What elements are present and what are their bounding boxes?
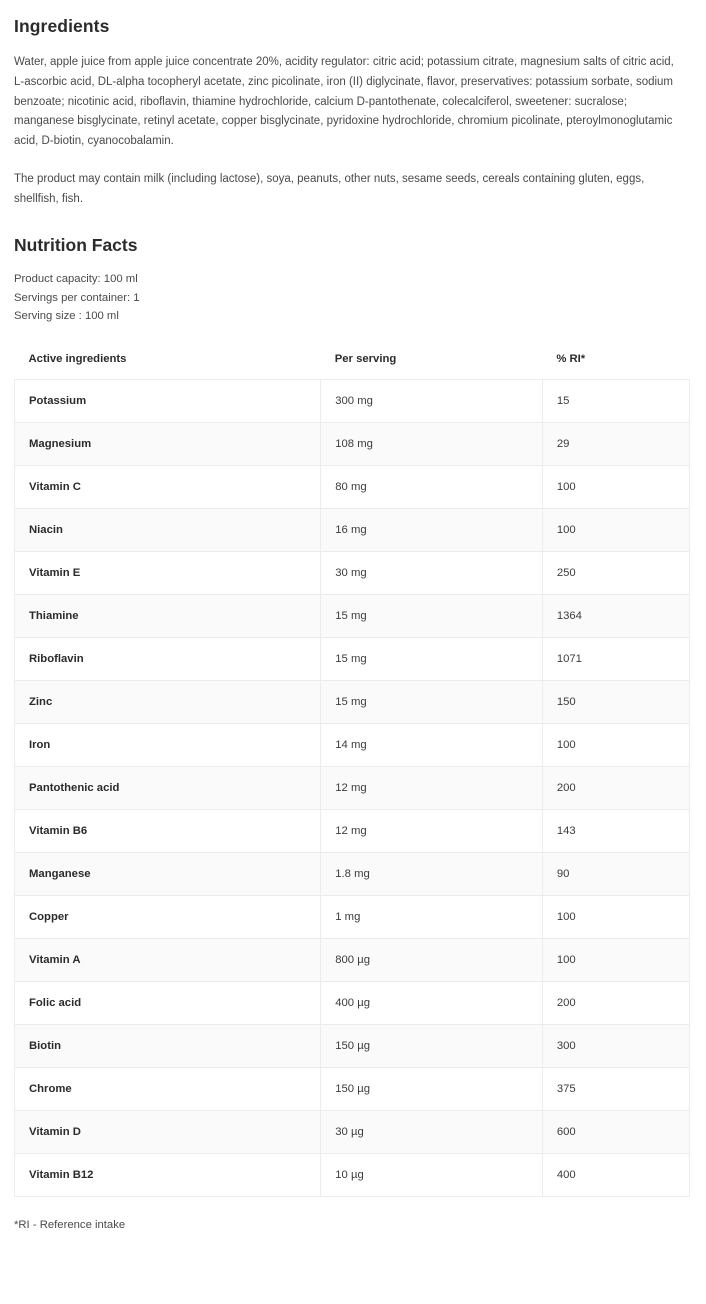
column-header-per-serving: Per serving [321, 343, 543, 380]
cell-ri-percent: 29 [542, 423, 689, 466]
reference-intake-footnote: *RI - Reference intake [14, 1219, 126, 1232]
cell-ingredient-name: Potassium [15, 380, 321, 423]
table-row [15, 423, 690, 466]
table-row [15, 810, 690, 853]
cell-ingredient-name: Vitamin B6 [15, 810, 321, 853]
table-row [15, 595, 690, 638]
ingredients-heading: Ingredients [14, 16, 110, 36]
cell-ingredient-name: Vitamin A [15, 939, 321, 982]
cell-per-serving: 1.8 mg [321, 853, 543, 896]
cell-per-serving: 300 mg [321, 380, 543, 423]
cell-ingredient-name: Magnesium [15, 423, 321, 466]
table-row [15, 982, 690, 1025]
cell-ingredient-name: Iron [15, 724, 321, 767]
cell-ri-percent: 1071 [542, 638, 689, 681]
table-row [15, 939, 690, 982]
cell-ingredient-name: Riboflavin [15, 638, 321, 681]
bottom-spacer [14, 1231, 692, 1257]
table-row [15, 509, 690, 552]
table-row [15, 896, 690, 939]
cell-per-serving: 12 mg [321, 767, 543, 810]
cell-ingredient-name: Vitamin D [15, 1111, 321, 1154]
table-row [15, 1025, 690, 1068]
cell-per-serving: 12 mg [321, 810, 543, 853]
cell-ri-percent: 600 [542, 1111, 689, 1154]
table-row [15, 1068, 690, 1111]
cell-per-serving: 16 mg [321, 509, 543, 552]
table-row [15, 724, 690, 767]
cell-ri-percent: 250 [542, 552, 689, 595]
cell-ingredient-name: Thiamine [15, 595, 321, 638]
table-row [15, 380, 690, 423]
cell-ingredient-name: Vitamin C [15, 466, 321, 509]
cell-ingredient-name: Biotin [15, 1025, 321, 1068]
cell-ingredient-name: Zinc [15, 681, 321, 724]
table-row [15, 1154, 690, 1197]
table-body [15, 380, 690, 1197]
column-header-ri: % RI* [542, 343, 689, 380]
cell-ri-percent: 15 [542, 380, 689, 423]
cell-ingredient-name: Chrome [15, 1068, 321, 1111]
cell-per-serving: 150 µg [321, 1025, 543, 1068]
cell-ri-percent: 300 [542, 1025, 689, 1068]
cell-ri-percent: 200 [542, 767, 689, 810]
cell-ingredient-name: Copper [15, 896, 321, 939]
ingredients-paragraph: Water, apple juice from apple juice concentrate 20%, acidity regulator: citric acid; potassium citrate, magnesium salts of citric acid, L-ascorbic acid, DL-alpha tocopheryl acetate, zinc picolinate, iron (II) diglycinate, flavor, preservatives: potassium sorbate, sodium benzoate; nicotinic acid, riboflavin, thiamine hydrochloride, calcium D-pantothenate, colecalciferol, sweetener: sucralose; manganese bisglycinate, retinyl acetate, copper bisglycinate, pyridoxine hydrochloride, chromium picolinate, pteroylmonoglutamic acid, D-biotin, cyanocobalamin. [14, 56, 674, 148]
cell-per-serving: 150 µg [321, 1068, 543, 1111]
nutrition-facts-heading: Nutrition Facts [14, 235, 138, 256]
cell-ri-percent: 200 [542, 982, 689, 1025]
table-row [15, 767, 690, 810]
cell-per-serving: 10 µg [321, 1154, 543, 1197]
cell-ingredient-name: Niacin [15, 509, 321, 552]
cell-ingredient-name: Vitamin E [15, 552, 321, 595]
cell-per-serving: 30 µg [321, 1111, 543, 1154]
table-row [15, 853, 690, 896]
cell-ingredient-name: Folic acid [15, 982, 321, 1025]
allergen-paragraph: The product may contain milk (including lactose), soya, peanuts, other nuts, sesame seeds, cereals containing gluten, eggs, shellfish, fish. [14, 172, 645, 205]
table-row [15, 552, 690, 595]
table-row [15, 638, 690, 681]
cell-ri-percent: 100 [542, 724, 689, 767]
cell-ri-percent: 100 [542, 466, 689, 509]
cell-per-serving: 15 mg [321, 595, 543, 638]
cell-per-serving: 30 mg [321, 552, 543, 595]
cell-per-serving: 15 mg [321, 681, 543, 724]
column-header-active-ingredients: Active ingredients [15, 343, 321, 380]
cell-ri-percent: 150 [542, 681, 689, 724]
cell-ri-percent: 143 [542, 810, 689, 853]
cell-ri-percent: 100 [542, 939, 689, 982]
product-capacity-line: Product capacity: 100 ml [14, 273, 138, 286]
cell-per-serving: 108 mg [321, 423, 543, 466]
serving-size-line: Serving size : 100 ml [14, 309, 119, 322]
cell-per-serving: 400 µg [321, 982, 543, 1025]
cell-ri-percent: 90 [542, 853, 689, 896]
cell-ri-percent: 375 [542, 1068, 689, 1111]
cell-ri-percent: 400 [542, 1154, 689, 1197]
table-header [15, 343, 690, 380]
nutrition-facts-table [14, 343, 690, 1197]
cell-per-serving: 1 mg [321, 896, 543, 939]
product-info-page [0, 16, 706, 1257]
table-row [15, 466, 690, 509]
cell-per-serving: 14 mg [321, 724, 543, 767]
table-row [15, 681, 690, 724]
cell-ingredient-name: Pantothenic acid [15, 767, 321, 810]
cell-ri-percent: 100 [542, 896, 689, 939]
cell-ingredient-name: Manganese [15, 853, 321, 896]
cell-per-serving: 800 µg [321, 939, 543, 982]
cell-per-serving: 80 mg [321, 466, 543, 509]
cell-ri-percent: 1364 [542, 595, 689, 638]
cell-ingredient-name: Vitamin B12 [15, 1154, 321, 1197]
table-row [15, 1111, 690, 1154]
servings-per-container-line: Servings per container: 1 [14, 291, 140, 304]
table-header-row [15, 343, 690, 380]
cell-ri-percent: 100 [542, 509, 689, 552]
cell-per-serving: 15 mg [321, 638, 543, 681]
